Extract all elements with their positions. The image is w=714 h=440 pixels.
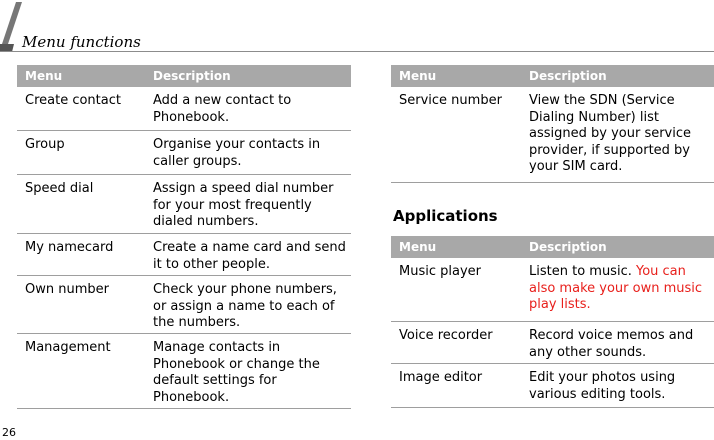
column-header-menu: Menu: [25, 69, 63, 83]
table-row: [17, 334, 351, 409]
description-text: Listen to music.: [529, 264, 632, 279]
table-row: [391, 258, 714, 322]
phonebook-table-left: [17, 65, 351, 409]
page-number: 26: [2, 426, 16, 439]
description-cell: Add a new contact to Phonebook.: [153, 93, 292, 125]
menu-cell: Service number: [399, 93, 502, 108]
description-cell: Organise your contacts in caller groups.: [153, 137, 321, 169]
menu-cell: Own number: [25, 282, 109, 297]
description-cell: Assign a speed dial number for your most frequently dialed numbers.: [153, 181, 334, 229]
table-header: [17, 65, 351, 87]
column-header-menu: Menu: [399, 69, 437, 83]
description-cell: Manage contacts in Phonebook or change the default settings for Phonebook.: [153, 340, 320, 405]
table-header: [391, 65, 714, 87]
description-cell: Record voice memos and any other sounds.: [529, 328, 694, 360]
applications-table: [391, 236, 714, 408]
menu-cell: Voice recorder: [399, 328, 493, 343]
table-row: [17, 276, 351, 334]
menu-cell: Group: [25, 137, 65, 152]
menu-cell: Management: [25, 340, 111, 355]
table-row: [17, 175, 351, 234]
highlighted-note: You can also make your own music play lists.: [529, 264, 703, 312]
menu-cell: Create contact: [25, 93, 121, 108]
menu-cell: My namecard: [25, 240, 114, 255]
column-header-menu: Menu: [399, 240, 437, 254]
column-header-description: Description: [529, 240, 607, 254]
phonebook-table-right: [391, 65, 714, 183]
table-header: [391, 236, 714, 258]
table-row: [391, 87, 714, 183]
description-cell: [529, 264, 714, 314]
description-cell: Edit your photos using various editing tools.: [529, 370, 676, 402]
description-cell: View the SDN (Service Dialing Number) list assigned by your service provider, if supported by your SIM card.: [529, 93, 692, 174]
menu-cell: Image editor: [399, 370, 483, 385]
table-row: [17, 234, 351, 276]
menu-cell: Speed dial: [25, 181, 94, 196]
table-row: [17, 87, 351, 131]
menu-cell: Music player: [399, 264, 481, 279]
page-header-title: Menu functions: [22, 33, 141, 51]
table-row: [391, 322, 714, 364]
table-row: [17, 131, 351, 175]
column-header-description: Description: [529, 69, 607, 83]
description-cell: Create a name card and send it to other people.: [153, 240, 346, 272]
description-cell: Check your phone numbers, or assign a name to each of the numbers.: [153, 282, 337, 330]
table-row: [391, 364, 714, 408]
page-header: [0, 0, 714, 52]
column-header-description: Description: [153, 69, 231, 83]
section-title-applications: Applications: [393, 207, 498, 225]
